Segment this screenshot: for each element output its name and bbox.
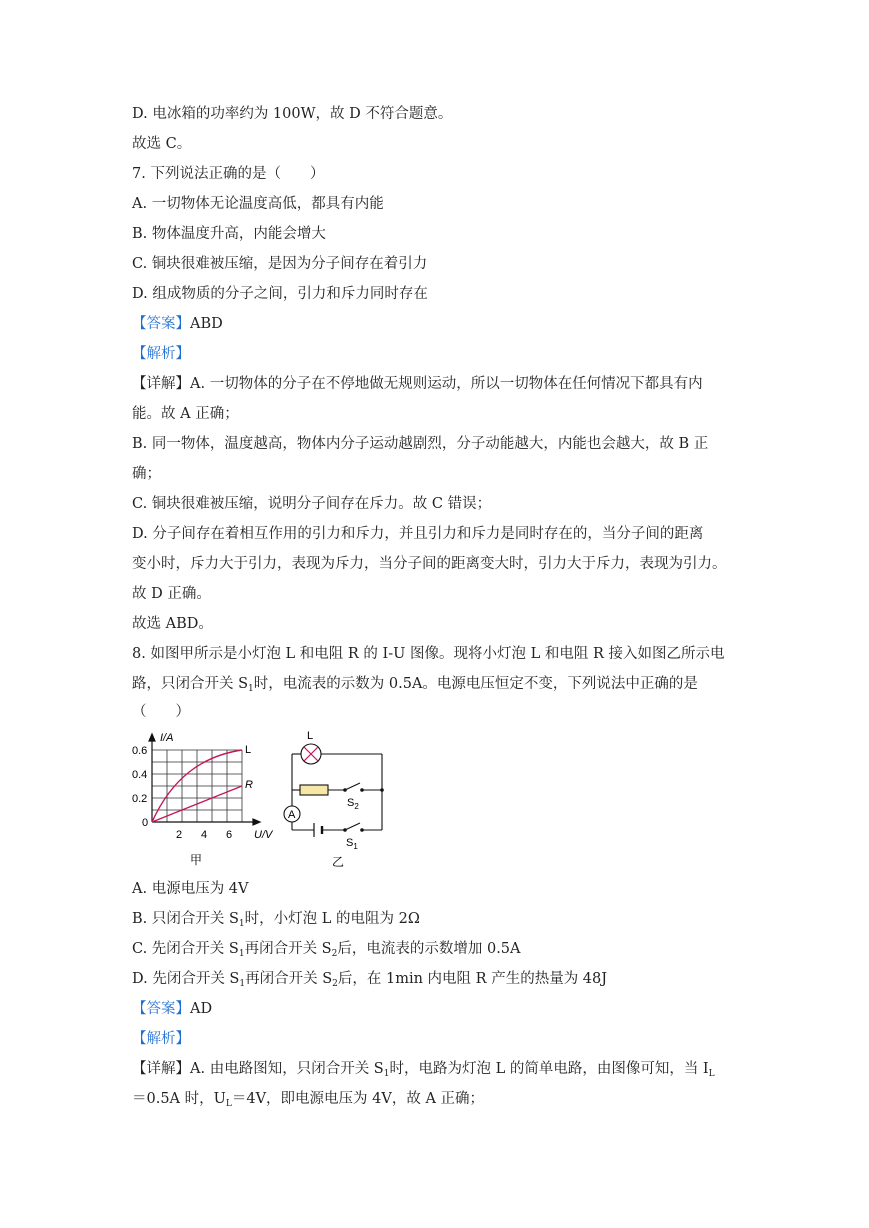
detail-line: 变小时，斥力大于引力，表现为斥力，当分子间的距离变大时，引力大于斥力，表现为引力。 bbox=[132, 556, 727, 572]
y-tick: 0.4 bbox=[132, 769, 148, 781]
option-a: A. 一切物体无论温度高低，都具有内能 bbox=[132, 196, 384, 212]
detail-line: 故 D 正确。 bbox=[132, 586, 211, 602]
graph-axes bbox=[149, 734, 260, 825]
switch1-label: $S_1$ bbox=[346, 837, 358, 851]
option-c: C. 铜块很难被压缩，是因为分子间存在着引力 bbox=[132, 256, 428, 272]
text-line: D. 电冰箱的功率约为 100W，故 D 不符合题意。 bbox=[132, 106, 453, 122]
battery bbox=[314, 823, 322, 837]
lamp-label: L bbox=[307, 730, 314, 742]
detail-line bbox=[132, 375, 703, 393]
analysis-label: 【解析】 bbox=[132, 1031, 190, 1047]
line-r-label: R bbox=[245, 779, 253, 791]
answer-value: ABD bbox=[190, 316, 223, 332]
y-tick: 0.6 bbox=[132, 745, 148, 757]
switch-dot bbox=[360, 788, 364, 792]
y-axis-label: I/A bbox=[160, 732, 174, 744]
subscript: L bbox=[225, 1099, 232, 1109]
x-tick: 6 bbox=[226, 829, 233, 841]
question-7: 7. 下列说法正确的是（ ） bbox=[132, 166, 325, 182]
detail-line: 能。故 A 正确； bbox=[132, 406, 239, 422]
junction-dot bbox=[380, 788, 384, 792]
text-span: 时，小灯泡 L 的电阻为 2Ω bbox=[244, 911, 420, 927]
text-span: ＝0.5A 时，U bbox=[132, 1091, 226, 1107]
subscript: 1 bbox=[238, 949, 245, 959]
lamp-l bbox=[301, 744, 321, 764]
detail-line: B. 同一物体，温度越高，物体内分子运动越剧烈，分子动能越大，内能也会越大，故 B 正 bbox=[132, 436, 709, 452]
y-tick: 0.2 bbox=[132, 793, 148, 805]
graph-grid bbox=[152, 750, 242, 822]
answer-value: AD bbox=[190, 1001, 213, 1017]
detail-line: C. 铜块很难被压缩，说明分子间存在斥力。故 C 错误； bbox=[132, 496, 492, 512]
switch-dot bbox=[343, 788, 347, 792]
question-8 bbox=[132, 675, 698, 698]
text-span: A. 由电路图知，只闭合开关 S bbox=[190, 1061, 384, 1077]
text-span: 时，电流表的示数为 0.5A。电源电压恒定不变，下列说法中正确的是 bbox=[253, 676, 698, 692]
text-span: 再闭合开关 S bbox=[245, 971, 333, 987]
detail-text: A. 一切物体的分子在不停地做无规则运动，所以一切物体在任何情况下都具有内 bbox=[190, 376, 703, 392]
switch2-label: $S_2$ bbox=[347, 797, 359, 811]
subscript: 1 bbox=[238, 919, 245, 929]
option-b: B. 物体温度升高，内能会增大 bbox=[132, 226, 326, 242]
switch-dot bbox=[343, 828, 347, 832]
y-tick: 0 bbox=[142, 817, 149, 829]
text-span: B. 只闭合开关 S bbox=[132, 911, 239, 927]
option-a: A. 电源电压为 4V bbox=[132, 881, 249, 897]
x-tick: 4 bbox=[201, 829, 208, 841]
subscript: L bbox=[708, 1069, 715, 1079]
selection-line: 故选 ABD。 bbox=[132, 616, 213, 632]
switch-dot bbox=[360, 828, 364, 832]
detail-line: D. 分子间存在着相互作用的引力和斥力，并且引力和斥力是同时存在的，当分子间的距离 bbox=[132, 526, 704, 542]
graph-caption: 甲 bbox=[190, 853, 203, 867]
option-b bbox=[132, 910, 420, 933]
answer-line bbox=[132, 315, 223, 333]
text-span: 后，在 1min 内电阻 R 产生的热量为 48J bbox=[337, 971, 608, 987]
text-span: ＝4V，即电源电压为 4V，故 A 正确； bbox=[231, 1091, 485, 1107]
text-span: 时，电路为灯泡 L 的简单电路，由图像可知，当 I bbox=[389, 1061, 709, 1077]
answer-label: 【答案】 bbox=[132, 316, 190, 332]
text-span: D. 先闭合开关 S bbox=[132, 971, 240, 987]
figure bbox=[132, 728, 384, 872]
detail-line bbox=[132, 1060, 715, 1083]
option-d bbox=[132, 970, 607, 993]
text-span: C. 先闭合开关 S bbox=[132, 941, 239, 957]
subscript: 1 bbox=[239, 979, 246, 989]
x-axis-label: U/V bbox=[254, 829, 273, 841]
text-span: 后，电流表的示数增加 0.5A bbox=[337, 941, 521, 957]
detail-label: 【详解】 bbox=[132, 376, 190, 392]
text-line: 故选 C。 bbox=[132, 136, 192, 152]
detail-line: 确； bbox=[132, 466, 161, 482]
detail-label: 【详解】 bbox=[132, 1061, 190, 1077]
circuit-caption: 乙 bbox=[332, 855, 345, 869]
text-span: 再闭合开关 S bbox=[244, 941, 332, 957]
subscript: 1 bbox=[383, 1069, 390, 1079]
detail-line bbox=[132, 1090, 484, 1113]
x-tick: 2 bbox=[176, 829, 183, 841]
subscript: 2 bbox=[331, 949, 338, 959]
question-8: 8. 如图甲所示是小灯泡 L 和电阻 R 的 I-U 图像。现将小灯泡 L 和电阻 R 接入如图乙所示电 bbox=[132, 646, 725, 662]
text-span: 路，只闭合开关 S bbox=[132, 676, 249, 692]
option-c bbox=[132, 940, 521, 963]
subscript: 2 bbox=[332, 979, 338, 989]
analysis-label: 【解析】 bbox=[132, 346, 190, 362]
answer-line bbox=[132, 1000, 212, 1018]
ammeter-label: A bbox=[288, 809, 296, 821]
resistor-r bbox=[300, 785, 328, 795]
subscript: 1 bbox=[248, 684, 254, 694]
option-d: D. 组成物质的分子之间，引力和斥力同时存在 bbox=[132, 286, 428, 302]
curve-l-label: L bbox=[245, 744, 252, 756]
question-8: （ ） bbox=[132, 704, 190, 720]
answer-label: 【答案】 bbox=[132, 1001, 190, 1017]
